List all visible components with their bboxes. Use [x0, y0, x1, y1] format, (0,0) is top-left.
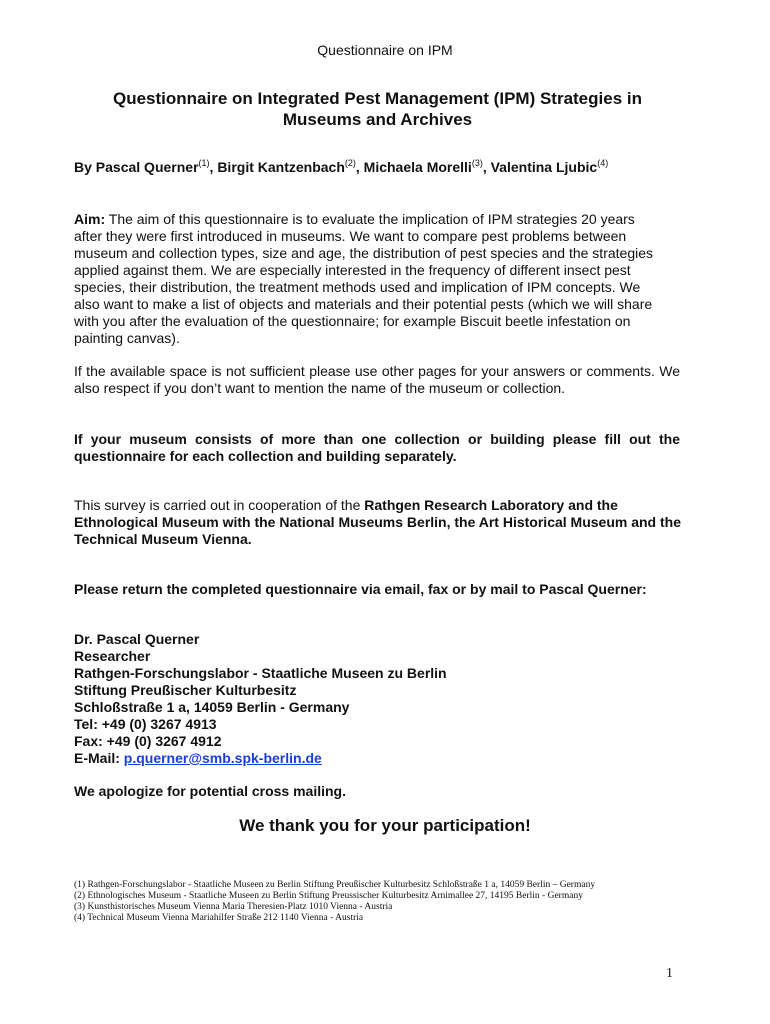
document-title: Questionnaire on Integrated Pest Management (IPM) Strategies in Museums and Archives [113, 89, 642, 129]
author-separator: , [209, 159, 218, 175]
email-label: E-Mail: [74, 750, 124, 766]
author-name: Birgit Kantzenbach [217, 159, 345, 175]
footnote: (4) Technical Museum Vienna Mariahilfer Straße 212 1140 Vienna - Austria [74, 913, 364, 923]
contact-block [74, 631, 680, 767]
author-name: Michaela Morelli [363, 159, 472, 175]
aim-text: The aim of this questionnaire is to evaluate the implication of IPM strategies 20 years after they were first introduced in museums. We want to compare pest problems between museum and collection types, size and age, the distribution of pest species and the strategies applied against them. We are especially interested in the frequency of different insect pest species, their distribution, the treatment methods used and implication of IPM concepts. We also want to make a list of objects and materials and their potential pests (which we will share with you after the evaluation of the questionnaire; for example Biscuit beetle infestation on painting canvas). [74, 211, 654, 346]
space-note: If the available space is not sufficient please use other pages for your answers or comments. We also respect if you don’t want to mention the name of the museum or collection. [74, 363, 680, 396]
authors-prefix: By [74, 159, 96, 175]
author-separator: , [482, 159, 491, 175]
author-name: Valentina Ljubic [490, 159, 598, 175]
contact-email-line [74, 750, 680, 767]
footnotes [74, 880, 714, 924]
contact-institution: Rathgen-Forschungslabor - Staatliche Museen zu Berlin [74, 665, 447, 681]
multi-collection-note: If your museum consists of more than one collection or building please fill out the questionnaire for each collection and building separately. [74, 431, 680, 464]
author-line [74, 159, 694, 175]
return-instruction: Please return the completed questionnaire via email, fax or by mail to Pascal Querner: [74, 581, 647, 597]
aim-label: Aim: [74, 211, 106, 227]
author-ref: (1) [198, 158, 210, 168]
footnote: (1) Rathgen-Forschungslabor - Staatliche Museen zu Berlin Stiftung Preußischer Kulturbesitz Schloßstraße 1 a, 14059 Berlin – Germany [74, 880, 596, 890]
page-number: 1 [666, 966, 673, 981]
contact-address: Schloßstraße 1 a, 14059 Berlin - Germany [74, 699, 350, 715]
author-ref: (3) [471, 158, 483, 168]
author-ref: (2) [344, 158, 356, 168]
author-ref: (4) [597, 158, 609, 168]
author-separator: , [355, 159, 364, 175]
page-header: Questionnaire on IPM [317, 42, 453, 58]
footnote: (3) Kunsthistorisches Museum Vienna Maria Theresien-Platz 1010 Vienna - Austria [74, 902, 393, 912]
survey-paragraph [74, 497, 684, 548]
email-link[interactable]: p.querner@smb.spk-berlin.de [123, 750, 322, 766]
survey-partners: Rathgen Research Laboratory and the Ethnological Museum with the National Museums Berlin, the Art Historical Museum and the Technical Museum Vienna. [74, 497, 681, 547]
thanks-message: We thank you for your participation! [239, 816, 531, 835]
contact-foundation: Stiftung Preußischer Kulturbesitz [74, 682, 297, 698]
survey-intro: This survey is carried out in cooperation of the [74, 497, 365, 513]
aim-paragraph [74, 211, 664, 347]
contact-tel: Tel: +49 (0) 3267 4913 [74, 716, 217, 732]
contact-name: Dr. Pascal Querner [74, 631, 200, 647]
apology-note: We apologize for potential cross mailing. [74, 783, 347, 799]
contact-role: Researcher [74, 648, 151, 664]
author-name: Pascal Querner [95, 159, 199, 175]
footnote: (2) Ethnologisches Museum - Staatliche Museen zu Berlin Stiftung Preussischer Kulturbesitz Arnimallee 27, 14195 Berlin - Germany [74, 891, 583, 901]
contact-fax: Fax: +49 (0) 3267 4912 [74, 733, 222, 749]
